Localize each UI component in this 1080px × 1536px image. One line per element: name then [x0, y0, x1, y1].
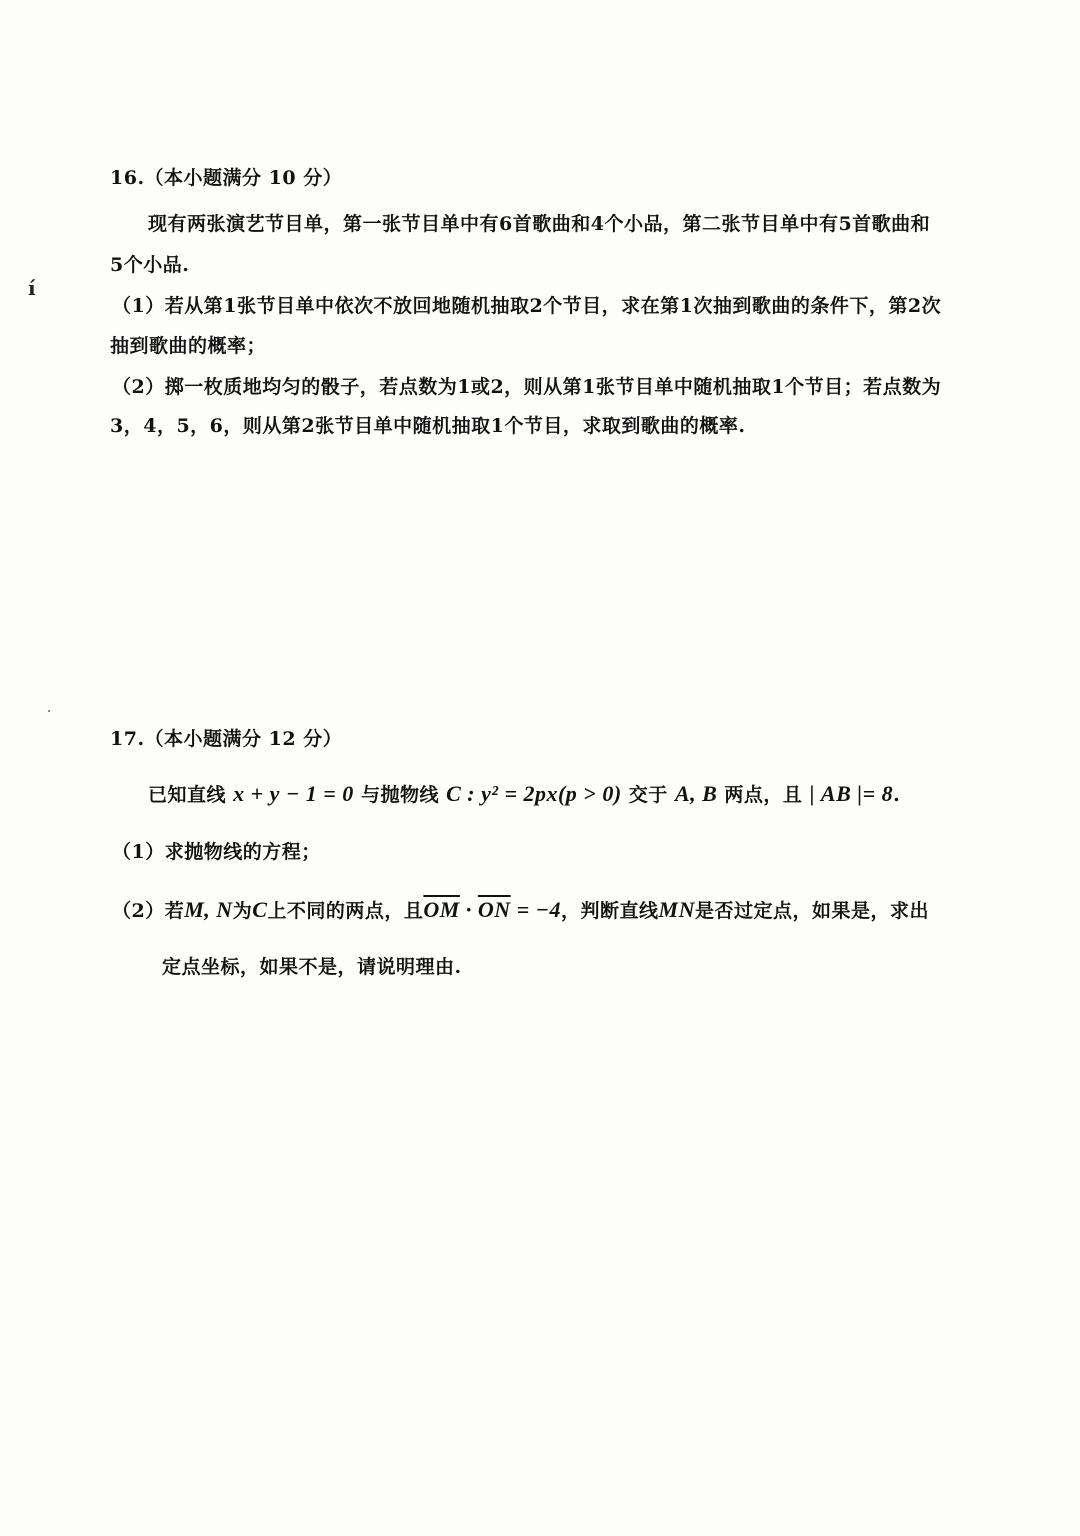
q17-line-equation: x + y − 1 = 0: [233, 781, 354, 806]
q17-part2-line1: [112, 898, 929, 923]
margin-mark: í: [28, 276, 36, 300]
q17-ab-length: | AB |= 8: [809, 781, 894, 806]
q16-part2-line2: 3，4，5，6，则从第2张节目单中随机抽取1个节目，求取到歌曲的概率.: [110, 415, 746, 437]
scan-speck: [48, 710, 50, 712]
q17-intro-end: .: [893, 784, 901, 806]
q17-part2-mid2: 上不同的两点，且: [267, 900, 424, 922]
q17-intro-pre: 已知直线: [148, 784, 227, 806]
q17-intro-post: 交于: [628, 784, 668, 806]
q17-dot-operator: ·: [459, 897, 478, 922]
q17-part2-mid: 为: [232, 900, 253, 922]
q17-part2-line2: 定点坐标，如果不是，请说明理由.: [162, 956, 462, 978]
q17-curve-c: C: [252, 897, 268, 922]
q17-part2-post2: 是否过定点，如果是，求出: [694, 900, 929, 922]
q17-line-mn: MN: [658, 897, 695, 922]
q16-part2-line1: （2）掷一枚质地均匀的骰子，若点数为1或2，则从第1张节目单中随机抽取1个节目；若点数为: [112, 376, 942, 398]
q17-points-mn: M, N: [184, 897, 233, 922]
q17-intro-mid: 与抛物线: [360, 784, 439, 806]
q17-points-ab: A, B: [674, 781, 718, 806]
q17-intro-post2: 两点，且: [724, 784, 803, 806]
q16-part1-line2: 抽到歌曲的概率；: [110, 335, 267, 357]
q17-intro: [148, 782, 900, 807]
q17-parabola-equation: C : y² = 2px(p > 0): [446, 781, 622, 806]
q16-heading: 16.（本小题满分 10 分）: [110, 167, 343, 189]
q16-intro-line2: 5个小品.: [110, 254, 190, 276]
q16-part1-line1: （1）若从第1张节目单中依次不放回地随机抽取2个节目，求在第1次抽到歌曲的条件下，第2次: [112, 295, 942, 317]
q17-heading: 17.（本小题满分 12 分）: [110, 728, 343, 750]
q17-part1: （1）求抛物线的方程；: [112, 841, 321, 863]
q17-vector-om: $\overline{OM}$: [423, 897, 460, 922]
q17-dot-product-value: = −4: [510, 897, 562, 922]
q17-part2-pre: （2）若: [112, 900, 185, 922]
q17-part2-post: ，判断直线: [561, 900, 659, 922]
q16-intro-line1: 现有两张演艺节目单，第一张节目单中有6首歌曲和4个小品，第二张节目单中有5首歌曲和: [148, 213, 931, 235]
q17-vector-on: $\overline{ON}$: [477, 897, 511, 922]
